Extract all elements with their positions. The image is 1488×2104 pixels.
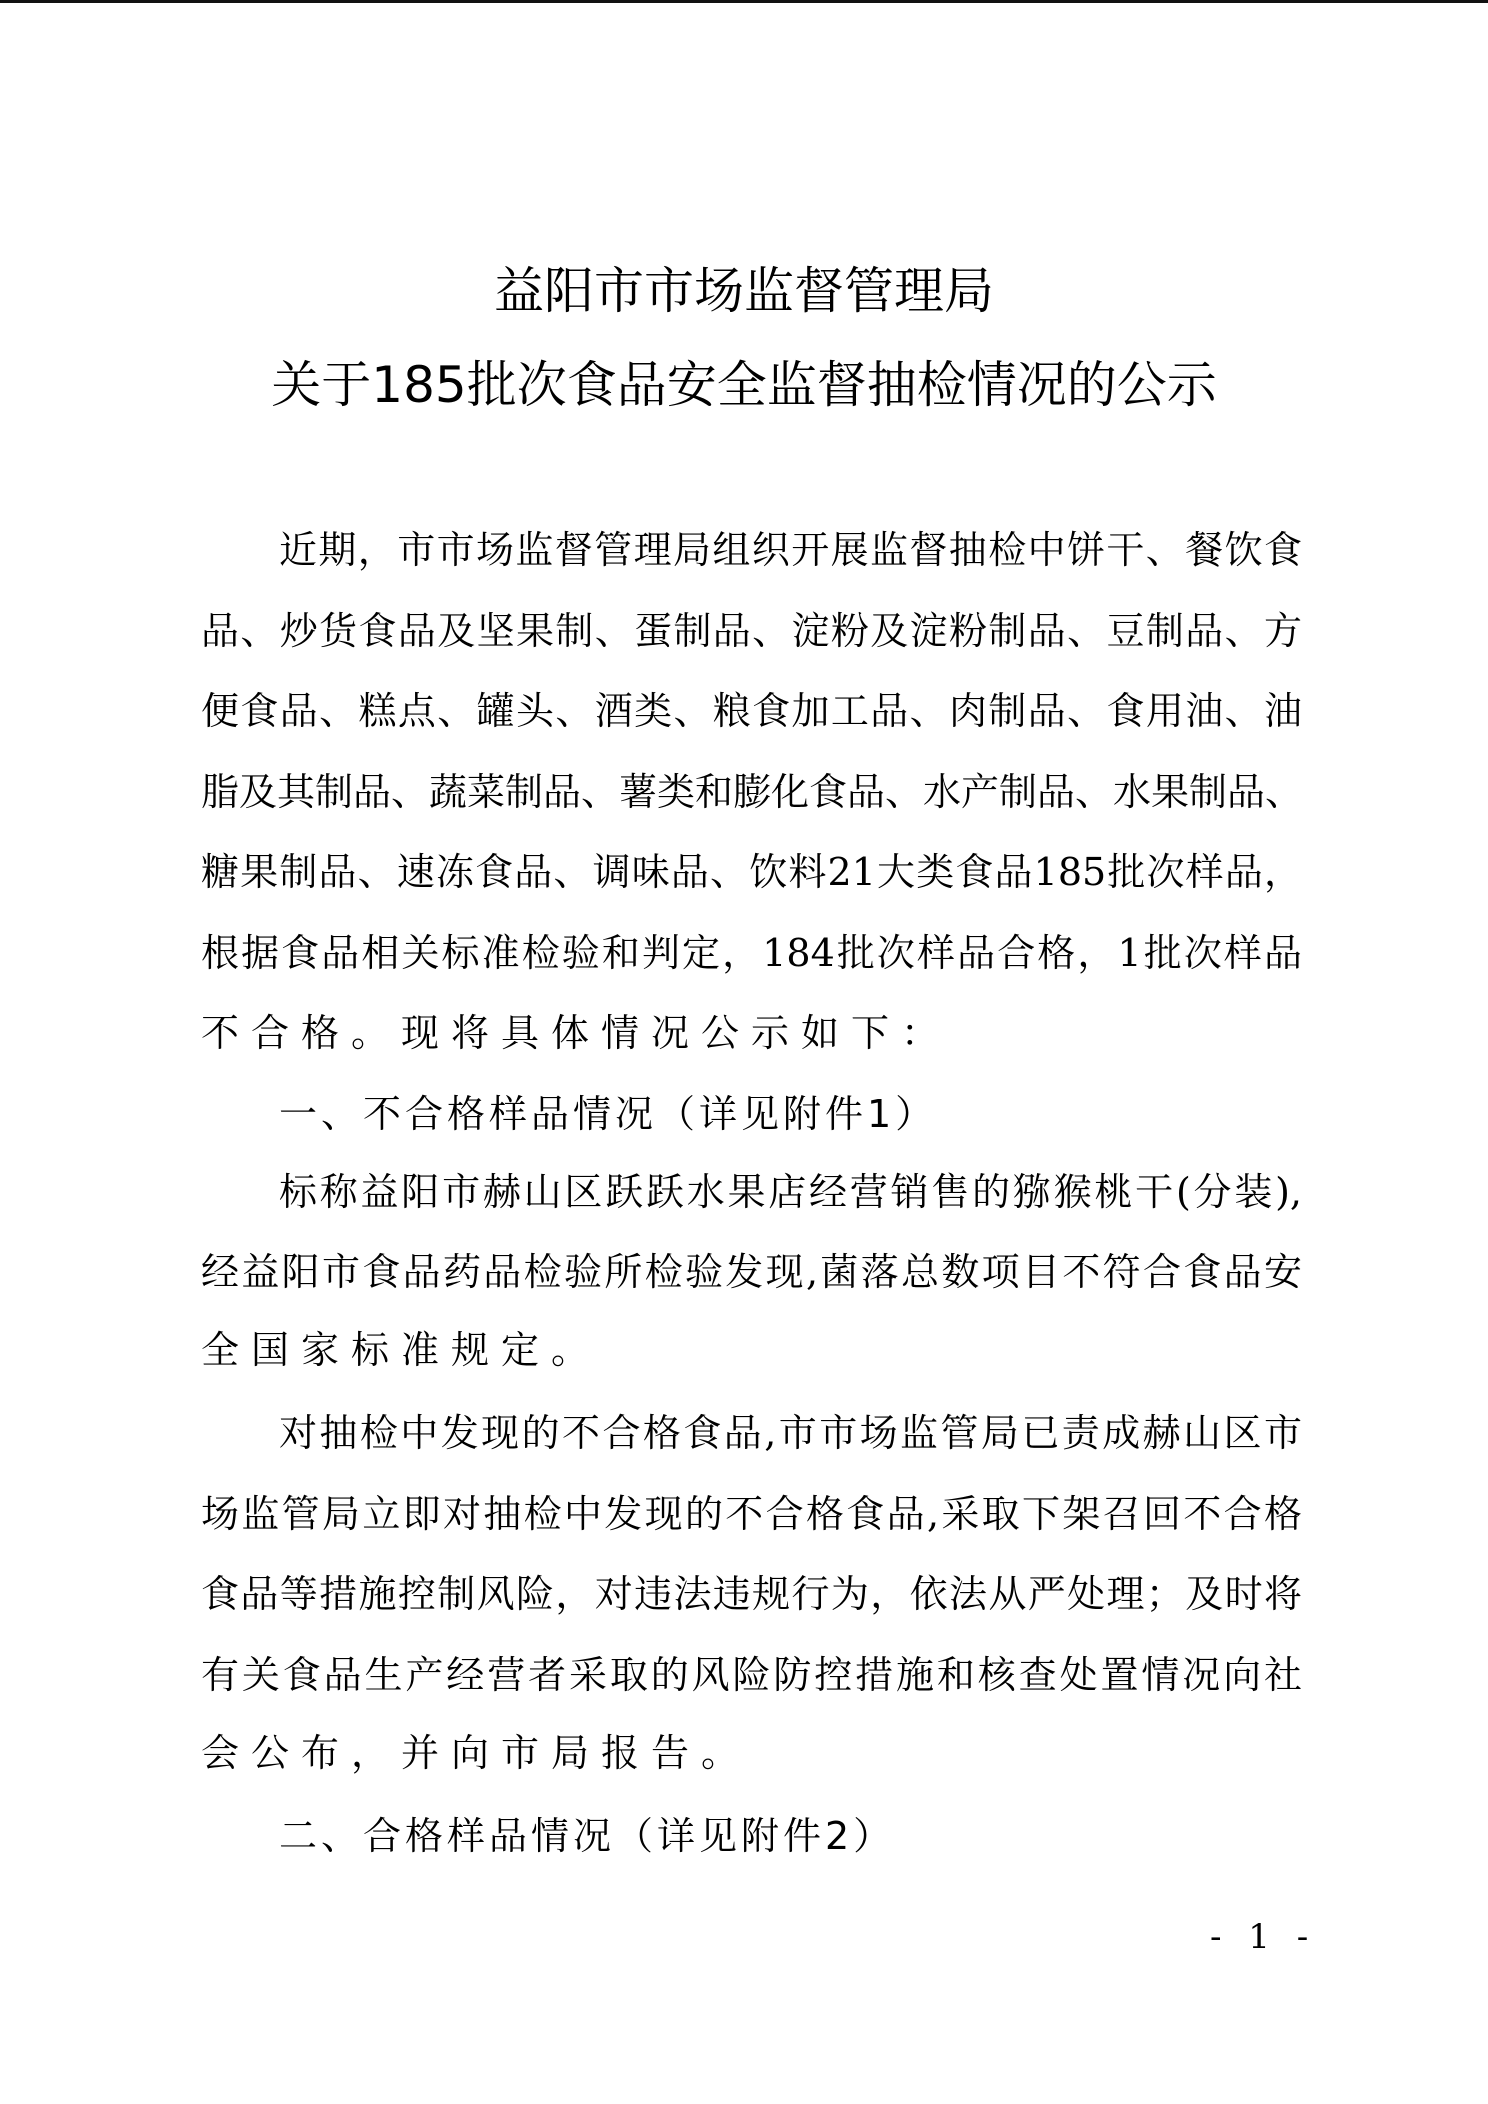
text-line: 全国家标准规定。: [201, 1328, 602, 1372]
section-heading-2: 二、合格样品情况（详见附件2）: [279, 1814, 896, 1858]
text-line: 对抽检中发现的不合格食品,市市场监管局已责成赫山区市: [279, 1411, 1302, 1455]
section-heading-1: 一、不合格样品情况（详见附件1）: [279, 1092, 938, 1136]
text-line: 标称益阳市赫山区跃跃水果店经营销售的猕猴桃干(分装),: [279, 1170, 1302, 1214]
text-line: 近期，市市场监督管理局组织开展监督抽检中饼干、餐饮食: [279, 528, 1302, 572]
text-line: 脂及其制品、蔬菜制品、薯类和膨化食品、水产制品、水果制品、: [201, 770, 1304, 814]
text-line: 糖果制品、速冻食品、调味品、饮料21大类食品185批次样品，: [201, 850, 1302, 894]
text-line: 场监管局立即对抽检中发现的不合格食品,采取下架召回不合格: [201, 1492, 1302, 1536]
text-line: 根据食品相关标准检验和判定，184批次样品合格，1批次样品: [201, 931, 1302, 975]
text-line: 有关食品生产经营者采取的风险防控措施和核查处置情况向社: [201, 1653, 1302, 1697]
text-line: 品、炒货食品及坚果制、蛋制品、淀粉及淀粉制品、豆制品、方: [201, 609, 1302, 653]
title-line-1: 益阳市市场监督管理局: [494, 262, 994, 320]
text-line: 经益阳市食品药品检验所检验发现,菌落总数项目不符合食品安: [201, 1250, 1302, 1294]
page-number: - 1 -: [1210, 1917, 1317, 1957]
text-line: 不合格。现将具体情况公示如下：: [201, 1011, 952, 1055]
title-line-2: 关于185批次食品安全监督抽检情况的公示: [271, 356, 1217, 414]
text-line: 便食品、糕点、罐头、酒类、粮食加工品、肉制品、食用油、油: [201, 689, 1302, 733]
text-line: 食品等措施控制风险，对违法违规行为，依法从严处理；及时将: [201, 1572, 1302, 1616]
text-line: 会公布，并向市局报告。: [201, 1731, 752, 1775]
top-border: [0, 0, 1488, 3]
